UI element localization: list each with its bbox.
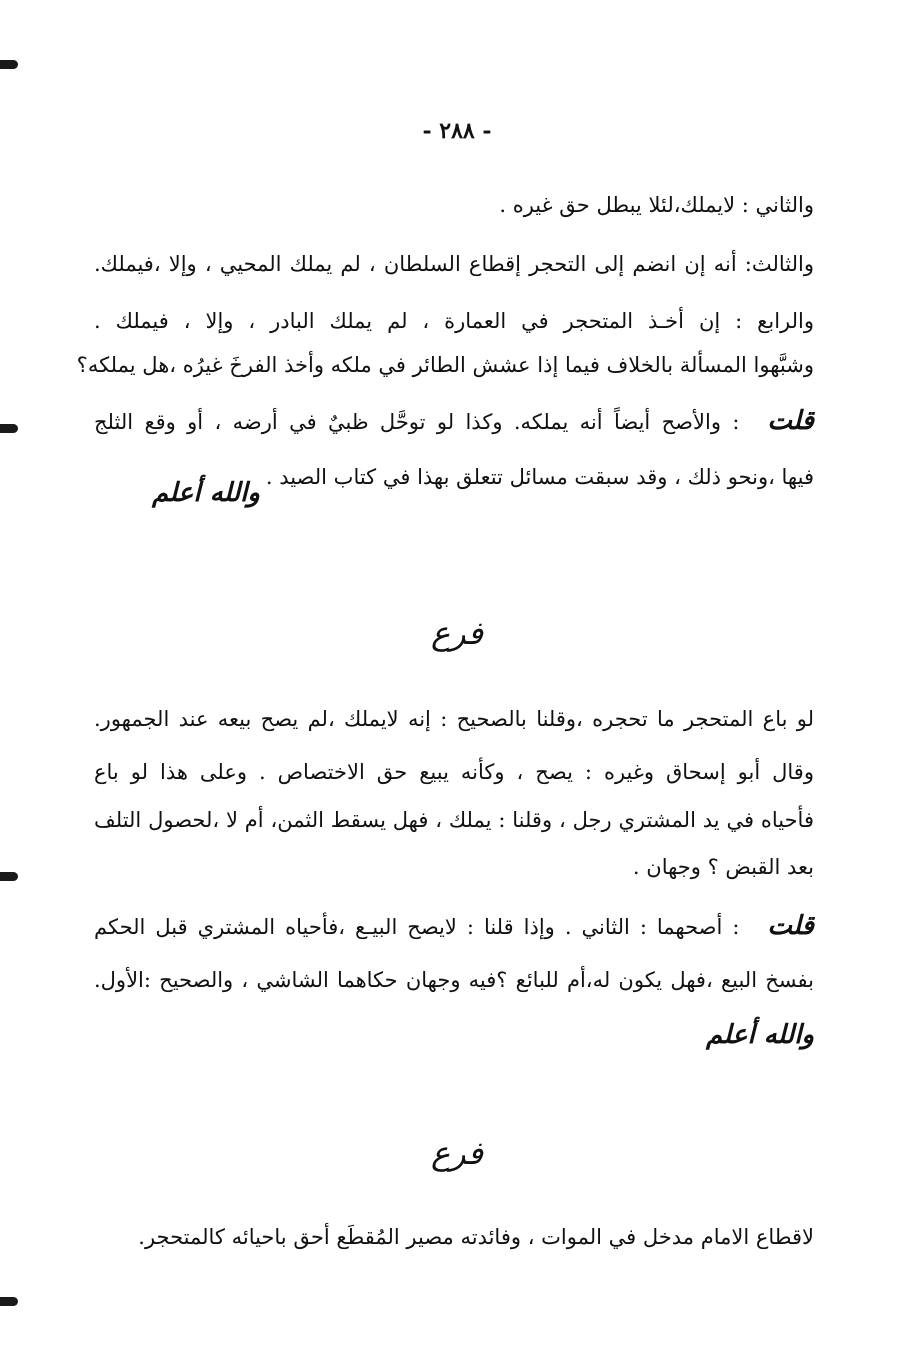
closing-formula: والله أعلم <box>706 1020 814 1050</box>
text-line: لو باع المتحجر ما تحجره ،وقلنا بالصحيح : إنه لايملك ،لم يصح بيعه عند الجمهور. <box>94 707 814 731</box>
qult-label: قلت <box>767 911 814 941</box>
section-heading: فرع <box>430 1134 484 1172</box>
text-line: بعد القبض ؟ وجهان . <box>632 855 814 879</box>
text-line: وشبَّهوا المسألة بالخلاف فيما إذا عشش الطائر في ملكه وأخذ الفرخَ غيرُه ،هل يملكه؟ <box>76 353 814 377</box>
section-heading: فرع <box>430 614 484 652</box>
text-line: لاقطاع الامام مدخل في الموات ، وفائدته مصير المُقطَع أحق باحيائه كالمتحجر. <box>138 1225 814 1249</box>
qult-line <box>94 406 814 437</box>
text-line: والثاني : لايملك،لئلا يبطل حق غيره . <box>499 193 814 217</box>
text-line: وقال أبو إسحاق وغيره : يصح ، وكأنه يبيع حق الاختصاص . وعلى هذا لو باع <box>94 760 814 784</box>
closing-formula: والله أعلم <box>152 478 260 508</box>
qult-label: قلت <box>767 406 814 436</box>
qult-text: : والأصح أيضاً أنه يملكه. وكذا لو توحَّل ظبيٌ في أرضه ، أو وقع الثلج <box>94 410 740 434</box>
left-edge-mark <box>0 60 18 69</box>
qult-text: : أصحهما : الثاني . وإذا قلنا : لايصح البيـع ،فأحياه المشتري قبل الحكم <box>94 915 740 939</box>
page-number: - ٢٨٨ - <box>422 118 492 144</box>
text-line: فأحياه في يد المشتري رجل ، وقلنا : يملك ، فهل يسقط الثمن، أم لا ،لحصول التلف <box>94 808 814 832</box>
left-edge-mark <box>0 1297 18 1306</box>
qult-line <box>94 911 814 942</box>
left-edge-mark <box>0 872 18 881</box>
text-line: والرابع : إن أخـذ المتحجر في العمارة ، لم يملك البادر ، وإلا ، فيملك . <box>94 309 814 333</box>
text-line: والثالث: أنه إن انضم إلى التحجر إقطاع السلطان ، لم يملك المحيي ، وإلا ،فيملك. <box>94 252 814 276</box>
left-edge-mark <box>0 424 18 433</box>
text-line: بفسخ البيع ،فهل يكون له،أم للبائع ؟فيه وجهان حكاهما الشاشي ، والصحيح :الأول. <box>94 968 814 992</box>
text-line: فيها ،ونحو ذلك ، وقد سبقت مسائل تتعلق بهذا في كتاب الصيد . <box>265 465 814 489</box>
